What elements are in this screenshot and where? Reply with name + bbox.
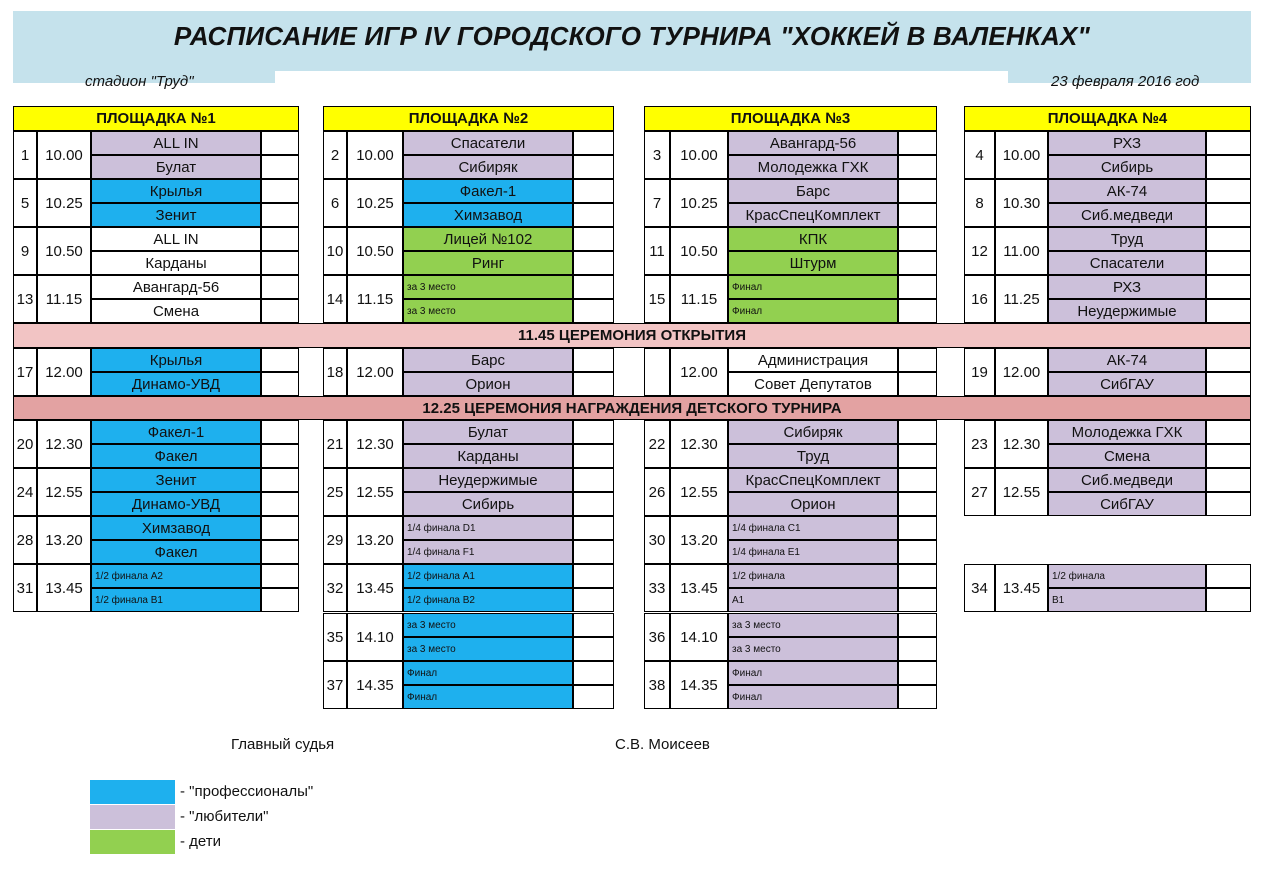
score-away bbox=[573, 251, 614, 275]
team-home: Финал bbox=[728, 275, 898, 299]
match-time: 10.00 bbox=[670, 131, 728, 179]
match-number: 13 bbox=[13, 275, 37, 323]
team-home: Химзавод bbox=[91, 516, 261, 540]
team-home: Барс bbox=[728, 179, 898, 203]
match-number: 31 bbox=[13, 564, 37, 612]
score-away bbox=[261, 203, 299, 227]
score-home bbox=[898, 348, 937, 372]
score-home bbox=[573, 661, 614, 685]
team-away: Сибирь bbox=[403, 492, 573, 516]
match-time: 12.00 bbox=[37, 348, 91, 396]
team-home: Финал bbox=[728, 661, 898, 685]
score-away bbox=[898, 299, 937, 323]
team-away: Динамо-УВД bbox=[91, 492, 261, 516]
match-time: 11.15 bbox=[37, 275, 91, 323]
team-home: Барс bbox=[403, 348, 573, 372]
team-away: A1 bbox=[728, 588, 898, 612]
team-home: Авангард-56 bbox=[728, 131, 898, 155]
score-home bbox=[573, 227, 614, 251]
match-number: 26 bbox=[644, 468, 670, 516]
team-home: Молодежка ГХК bbox=[1048, 420, 1206, 444]
team-home: 1/4 финала D1 bbox=[403, 516, 573, 540]
score-away bbox=[1206, 372, 1251, 396]
team-home: за 3 место bbox=[403, 275, 573, 299]
team-away: Зенит bbox=[91, 203, 261, 227]
team-home: КрасСпецКомплект bbox=[728, 468, 898, 492]
team-away: 1/2 финала B1 bbox=[91, 588, 261, 612]
team-away: Орион bbox=[403, 372, 573, 396]
legend-swatch-kid bbox=[90, 830, 175, 854]
team-away: КрасСпецКомплект bbox=[728, 203, 898, 227]
team-home: ALL IN bbox=[91, 131, 261, 155]
legend-label: - "профессионалы" bbox=[180, 783, 314, 800]
team-away: 1/2 финала B2 bbox=[403, 588, 573, 612]
match-number: 32 bbox=[323, 564, 347, 612]
team-away: Штурм bbox=[728, 251, 898, 275]
match-time: 14.10 bbox=[670, 613, 728, 661]
team-home: АК-74 bbox=[1048, 179, 1206, 203]
team-away: Орион bbox=[728, 492, 898, 516]
score-home bbox=[898, 227, 937, 251]
team-home: Факел-1 bbox=[91, 420, 261, 444]
score-away bbox=[573, 372, 614, 396]
team-home: РХЗ bbox=[1048, 131, 1206, 155]
match-number: 8 bbox=[964, 179, 995, 227]
team-home: 1/2 финала A2 bbox=[91, 564, 261, 588]
team-away: B1 bbox=[1048, 588, 1206, 612]
score-away bbox=[261, 444, 299, 468]
match-time: 14.35 bbox=[670, 661, 728, 709]
match-number: 23 bbox=[964, 420, 995, 468]
match-time: 11.00 bbox=[995, 227, 1048, 275]
score-away bbox=[898, 372, 937, 396]
page-title: РАСПИСАНИЕ ИГР IV ГОРОДСКОГО ТУРНИРА "ХОККЕЙ В ВАЛЕНКАХ" bbox=[173, 21, 1091, 51]
team-home: Лицей №102 bbox=[403, 227, 573, 251]
score-away bbox=[1206, 203, 1251, 227]
team-away: Финал bbox=[403, 685, 573, 709]
score-away bbox=[573, 540, 614, 564]
team-away: Факел bbox=[91, 540, 261, 564]
match-number: 20 bbox=[13, 420, 37, 468]
team-away: Сиб.медведи bbox=[1048, 203, 1206, 227]
score-home bbox=[898, 564, 937, 588]
score-away bbox=[261, 299, 299, 323]
team-home: Сибиряк bbox=[728, 420, 898, 444]
match-time: 10.00 bbox=[37, 131, 91, 179]
score-away bbox=[261, 372, 299, 396]
score-away bbox=[1206, 588, 1251, 612]
match-time: 12.55 bbox=[670, 468, 728, 516]
judge-label: Главный судья bbox=[231, 736, 335, 753]
ceremony-opening: 11.45 ЦЕРЕМОНИЯ ОТКРЫТИЯ bbox=[13, 323, 1251, 348]
team-away: 1/4 финала E1 bbox=[728, 540, 898, 564]
team-home: за 3 место bbox=[728, 613, 898, 637]
team-home: Крылья bbox=[91, 179, 261, 203]
team-home: РХЗ bbox=[1048, 275, 1206, 299]
team-home: 1/2 финала bbox=[728, 564, 898, 588]
score-home bbox=[1206, 420, 1251, 444]
match-number: 24 bbox=[13, 468, 37, 516]
score-home bbox=[898, 420, 937, 444]
score-home bbox=[1206, 564, 1251, 588]
score-away bbox=[261, 492, 299, 516]
match-time: 10.50 bbox=[670, 227, 728, 275]
team-home: Неудержимые bbox=[403, 468, 573, 492]
match-time: 10.25 bbox=[670, 179, 728, 227]
match-number: 17 bbox=[13, 348, 37, 396]
score-home bbox=[573, 131, 614, 155]
score-home bbox=[898, 613, 937, 637]
match-time: 10.30 bbox=[995, 179, 1048, 227]
team-home: ALL IN bbox=[91, 227, 261, 251]
team-home: Сиб.медведи bbox=[1048, 468, 1206, 492]
score-home bbox=[898, 516, 937, 540]
team-away: Смена bbox=[1048, 444, 1206, 468]
match-time: 13.45 bbox=[347, 564, 403, 612]
legend-label: - "любители" bbox=[180, 808, 269, 825]
match-time: 12.00 bbox=[670, 348, 728, 396]
team-away: Финал bbox=[728, 685, 898, 709]
header-band bbox=[13, 11, 1251, 90]
score-home bbox=[1206, 131, 1251, 155]
score-home bbox=[261, 275, 299, 299]
match-number: 9 bbox=[13, 227, 37, 275]
team-home: Зенит bbox=[91, 468, 261, 492]
score-home bbox=[261, 348, 299, 372]
match-number: 3 bbox=[644, 131, 670, 179]
court-header: ПЛОЩАДКА №3 bbox=[644, 106, 937, 131]
match-time: 10.00 bbox=[995, 131, 1048, 179]
score-home bbox=[573, 179, 614, 203]
team-home: Финал bbox=[403, 661, 573, 685]
match-number: 5 bbox=[13, 179, 37, 227]
team-home: Авангард-56 bbox=[91, 275, 261, 299]
date-label: 23 февраля 2016 год bbox=[1051, 73, 1200, 90]
team-away: Спасатели bbox=[1048, 251, 1206, 275]
match-number: 2 bbox=[323, 131, 347, 179]
score-away bbox=[898, 203, 937, 227]
judge-name: С.В. Моисеев bbox=[615, 736, 710, 753]
team-away: за 3 место bbox=[403, 637, 573, 661]
match-number: 25 bbox=[323, 468, 347, 516]
match-time: 12.30 bbox=[670, 420, 728, 468]
score-away bbox=[898, 251, 937, 275]
team-away: Химзавод bbox=[403, 203, 573, 227]
team-home: 1/2 финала bbox=[1048, 564, 1206, 588]
ceremony-kids-awards: 12.25 ЦЕРЕМОНИЯ НАГРАЖДЕНИЯ ДЕТСКОГО ТУРНИРА bbox=[13, 396, 1251, 420]
score-away bbox=[573, 203, 614, 227]
court-header: ПЛОЩАДКА №2 bbox=[323, 106, 614, 131]
score-away bbox=[1206, 492, 1251, 516]
legend-swatch-am bbox=[90, 805, 175, 829]
match-time: 13.45 bbox=[37, 564, 91, 612]
score-home bbox=[1206, 275, 1251, 299]
match-time: 14.35 bbox=[347, 661, 403, 709]
match-time: 12.55 bbox=[37, 468, 91, 516]
score-away bbox=[261, 155, 299, 179]
team-away: Булат bbox=[91, 155, 261, 179]
match-time: 13.45 bbox=[995, 564, 1048, 612]
match-time: 12.55 bbox=[995, 468, 1048, 516]
score-away bbox=[573, 685, 614, 709]
score-away bbox=[573, 637, 614, 661]
team-away: СибГАУ bbox=[1048, 492, 1206, 516]
match-number: 27 bbox=[964, 468, 995, 516]
match-number: 21 bbox=[323, 420, 347, 468]
team-away: Финал bbox=[728, 299, 898, 323]
score-home bbox=[261, 420, 299, 444]
team-home: Администрация bbox=[728, 348, 898, 372]
match-time: 11.25 bbox=[995, 275, 1048, 323]
score-away bbox=[261, 588, 299, 612]
team-home: Факел-1 bbox=[403, 179, 573, 203]
score-home bbox=[898, 468, 937, 492]
match-number: 33 bbox=[644, 564, 670, 612]
match-number: 35 bbox=[323, 613, 347, 661]
match-time: 10.25 bbox=[347, 179, 403, 227]
legend-swatch-pro bbox=[90, 780, 175, 804]
score-away bbox=[573, 588, 614, 612]
match-time: 10.50 bbox=[37, 227, 91, 275]
score-home bbox=[573, 516, 614, 540]
team-away: 1/4 финала F1 bbox=[403, 540, 573, 564]
score-away bbox=[1206, 444, 1251, 468]
match-number: 22 bbox=[644, 420, 670, 468]
score-home bbox=[1206, 179, 1251, 203]
match-time: 12.55 bbox=[347, 468, 403, 516]
match-time: 13.45 bbox=[670, 564, 728, 612]
team-home: за 3 место bbox=[403, 613, 573, 637]
match-number: 15 bbox=[644, 275, 670, 323]
match-number: 6 bbox=[323, 179, 347, 227]
match-time: 10.50 bbox=[347, 227, 403, 275]
match-number: 30 bbox=[644, 516, 670, 564]
score-away bbox=[261, 540, 299, 564]
score-home bbox=[261, 468, 299, 492]
team-away: Труд bbox=[728, 444, 898, 468]
match-number: 11 bbox=[644, 227, 670, 275]
team-away: Ринг bbox=[403, 251, 573, 275]
match-time: 13.20 bbox=[670, 516, 728, 564]
score-home bbox=[898, 131, 937, 155]
score-home bbox=[573, 348, 614, 372]
team-away: Смена bbox=[91, 299, 261, 323]
score-away bbox=[573, 492, 614, 516]
match-number: 37 bbox=[323, 661, 347, 709]
header-gap bbox=[275, 71, 1008, 94]
team-away: Сибиряк bbox=[403, 155, 573, 179]
match-time: 11.15 bbox=[347, 275, 403, 323]
match-time: 10.25 bbox=[37, 179, 91, 227]
score-away bbox=[898, 492, 937, 516]
match-number: 12 bbox=[964, 227, 995, 275]
score-away bbox=[898, 637, 937, 661]
match-time: 12.00 bbox=[347, 348, 403, 396]
team-home: Крылья bbox=[91, 348, 261, 372]
score-away bbox=[573, 299, 614, 323]
match-number: 38 bbox=[644, 661, 670, 709]
match-number: 10 bbox=[323, 227, 347, 275]
match-number: 14 bbox=[323, 275, 347, 323]
match-number: 34 bbox=[964, 564, 995, 612]
score-away bbox=[898, 588, 937, 612]
team-home: Булат bbox=[403, 420, 573, 444]
score-home bbox=[261, 516, 299, 540]
score-home bbox=[898, 661, 937, 685]
team-away: Молодежка ГХК bbox=[728, 155, 898, 179]
score-home bbox=[261, 564, 299, 588]
team-away: за 3 место bbox=[403, 299, 573, 323]
match-time: 10.00 bbox=[347, 131, 403, 179]
match-number: 1 bbox=[13, 131, 37, 179]
legend-label: - дети bbox=[180, 833, 222, 850]
score-away bbox=[261, 251, 299, 275]
match-time: 12.30 bbox=[37, 420, 91, 468]
match-time: 11.15 bbox=[670, 275, 728, 323]
team-home: 1/4 финала C1 bbox=[728, 516, 898, 540]
score-home bbox=[261, 131, 299, 155]
match-time: 12.00 bbox=[995, 348, 1048, 396]
score-away bbox=[898, 444, 937, 468]
score-home bbox=[573, 613, 614, 637]
score-home bbox=[898, 275, 937, 299]
team-away: СибГАУ bbox=[1048, 372, 1206, 396]
score-away bbox=[898, 685, 937, 709]
match-time: 13.20 bbox=[37, 516, 91, 564]
score-home bbox=[573, 275, 614, 299]
team-away: Сибирь bbox=[1048, 155, 1206, 179]
score-home bbox=[261, 227, 299, 251]
team-away: Неудержимые bbox=[1048, 299, 1206, 323]
match-time: 14.10 bbox=[347, 613, 403, 661]
score-home bbox=[261, 179, 299, 203]
score-away bbox=[1206, 251, 1251, 275]
match-number: 36 bbox=[644, 613, 670, 661]
team-away: Совет Депутатов bbox=[728, 372, 898, 396]
team-away: Карданы bbox=[91, 251, 261, 275]
match-number: 16 bbox=[964, 275, 995, 323]
score-home bbox=[1206, 348, 1251, 372]
score-away bbox=[898, 155, 937, 179]
court-header: ПЛОЩАДКА №1 bbox=[13, 106, 299, 131]
score-away bbox=[1206, 155, 1251, 179]
match-number: 28 bbox=[13, 516, 37, 564]
team-home: Спасатели bbox=[403, 131, 573, 155]
match-time: 12.30 bbox=[995, 420, 1048, 468]
team-away: Факел bbox=[91, 444, 261, 468]
team-away: Динамо-УВД bbox=[91, 372, 261, 396]
match-number bbox=[644, 348, 670, 396]
stadium-label: стадион "Труд" bbox=[85, 73, 194, 90]
team-home: КПК bbox=[728, 227, 898, 251]
team-away: за 3 место bbox=[728, 637, 898, 661]
score-away bbox=[898, 540, 937, 564]
score-home bbox=[573, 420, 614, 444]
score-home bbox=[1206, 468, 1251, 492]
team-home: АК-74 bbox=[1048, 348, 1206, 372]
match-time: 13.20 bbox=[347, 516, 403, 564]
score-away bbox=[573, 155, 614, 179]
team-away: Карданы bbox=[403, 444, 573, 468]
match-time: 12.30 bbox=[347, 420, 403, 468]
score-home bbox=[898, 179, 937, 203]
match-number: 4 bbox=[964, 131, 995, 179]
match-number: 19 bbox=[964, 348, 995, 396]
team-home: 1/2 финала A1 bbox=[403, 564, 573, 588]
match-number: 18 bbox=[323, 348, 347, 396]
score-away bbox=[1206, 299, 1251, 323]
court-header: ПЛОЩАДКА №4 bbox=[964, 106, 1251, 131]
score-home bbox=[573, 468, 614, 492]
score-away bbox=[573, 444, 614, 468]
score-home bbox=[573, 564, 614, 588]
score-home bbox=[1206, 227, 1251, 251]
match-number: 29 bbox=[323, 516, 347, 564]
match-number: 7 bbox=[644, 179, 670, 227]
team-home: Труд bbox=[1048, 227, 1206, 251]
